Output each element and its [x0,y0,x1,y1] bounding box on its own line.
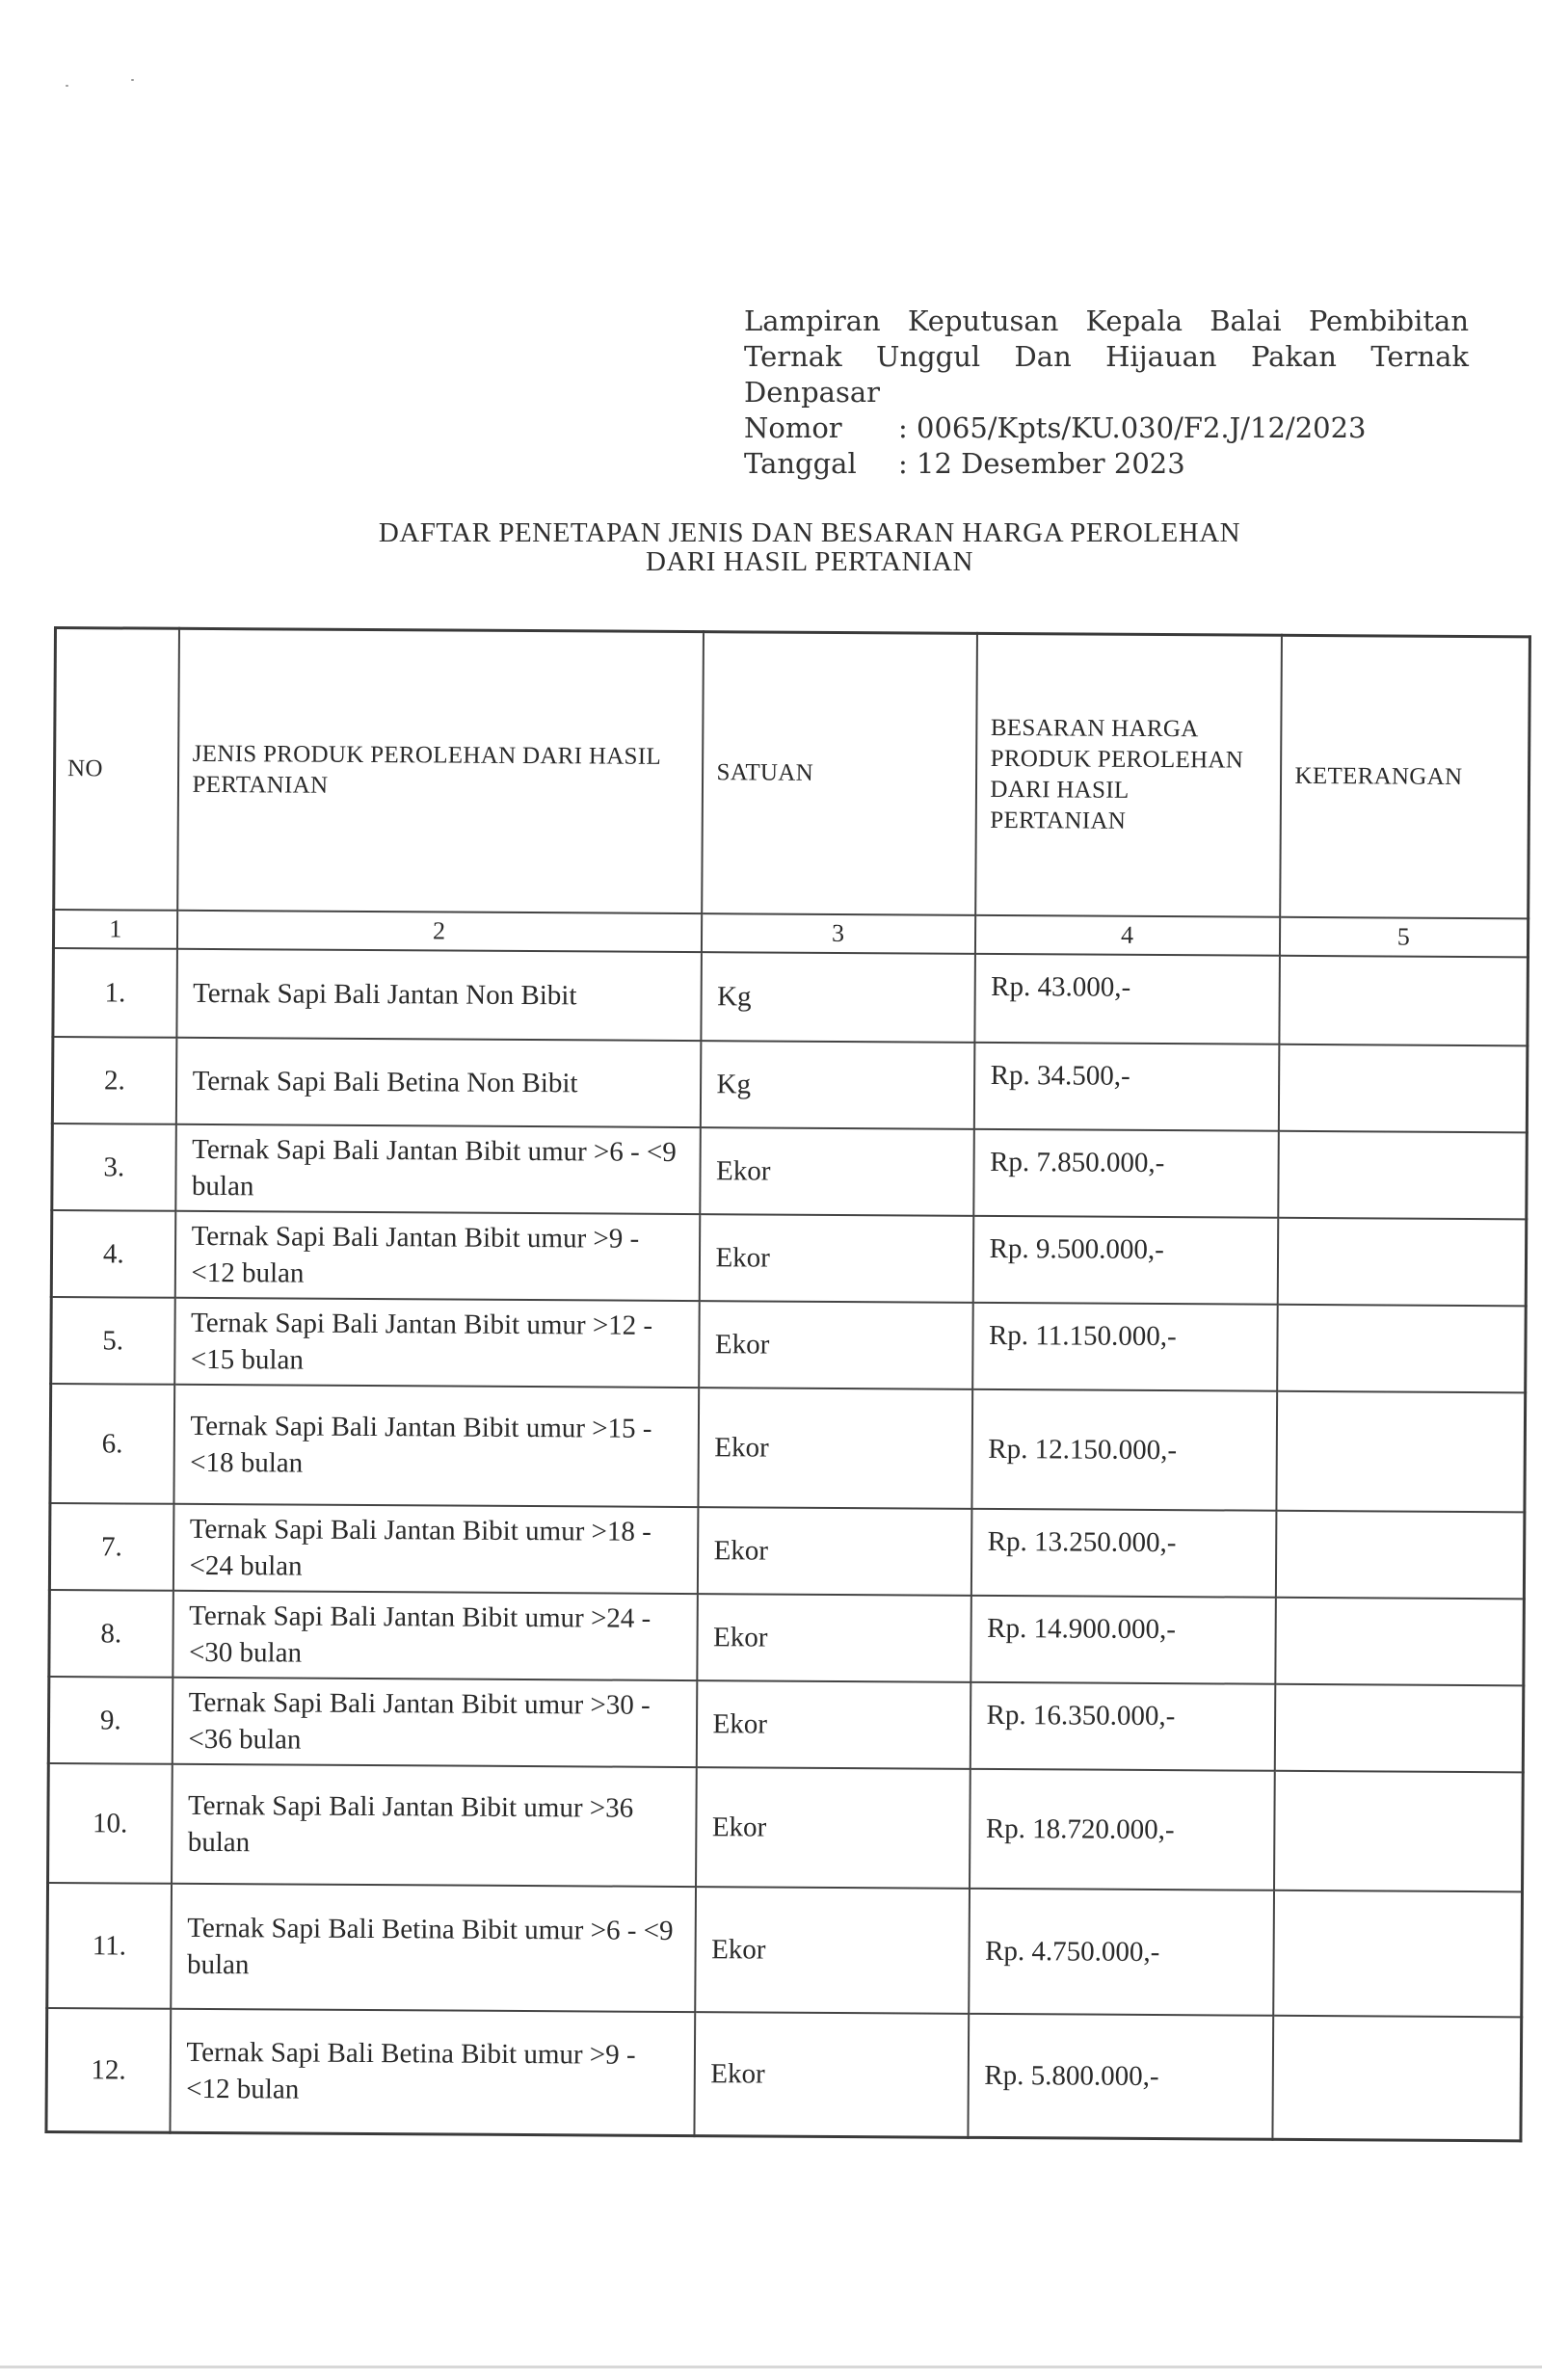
row-no: 9. [48,1677,173,1764]
column-number: 3 [701,913,974,954]
row-jenis: Ternak Sapi Bali Jantan Bibit umur >30 - <36 bulan [172,1678,697,1767]
row-jenis: Ternak Sapi Bali Jantan Non Bibit [176,949,702,1041]
table-row [51,1210,1527,1306]
row-satuan: Ekor [700,1127,974,1216]
price-table [44,626,1531,2142]
row-no: 8. [49,1590,173,1678]
row-harga: Rp. 16.350.000,- [970,1682,1275,1771]
column-number: 2 [176,911,701,952]
row-no: 12. [46,2008,171,2132]
row-keterangan [1272,2016,1522,2141]
row-satuan: Ekor [694,2012,969,2137]
row-satuan: Ekor [699,1214,973,1303]
column-number: 1 [53,910,176,949]
row-satuan: Ekor [698,1388,972,1509]
row-satuan: Ekor [695,1887,970,2014]
row-no: 11. [47,1883,172,2009]
row-harga: Rp. 11.150.000,- [972,1303,1278,1391]
row-satuan: Kg [701,952,975,1043]
nomor-row [744,410,1469,446]
table-row [49,1590,1525,1685]
row-jenis: Ternak Sapi Bali Jantan Bibit umur >12 - <15 bulan [174,1298,700,1388]
row-jenis: Ternak Sapi Bali Jantan Bibit umur >6 - <9 bulan [175,1124,701,1214]
header-jenis: JENIS PRODUK PEROLEHAN DARI HASIL PERTANIAN [177,628,704,913]
lampiran-text: Lampiran Keputusan Kepala Balai Pembibitan Ternak Unggul Dan Hijauan Pakan Ternak Denpasar [744,304,1469,409]
lampiran-block [744,304,1469,482]
document-title [58,518,1542,576]
nomor-label: Nomor [744,411,842,444]
row-jenis: Ternak Sapi Bali Betina Non Bibit [175,1038,701,1127]
row-jenis: Ternak Sapi Bali Betina Bibit umur >6 - <9 bulan [171,1884,696,2012]
row-satuan: Ekor [697,1507,971,1596]
row-no: 3. [52,1124,176,1211]
row-harga: Rp. 13.250.000,- [970,1509,1276,1598]
header-keterangan: KETERANGAN [1280,635,1530,918]
scan-speck [66,85,68,87]
row-keterangan [1274,1684,1524,1773]
header-harga: BESARAN HARGA PRODUK PEROLEHAN DARI HASIL PERTANIAN [975,633,1282,916]
table-row [50,1384,1526,1512]
row-keterangan [1278,1131,1528,1220]
table-row [49,1503,1525,1599]
header-no: NO [54,628,179,911]
row-keterangan [1277,1218,1527,1307]
row-no: 1. [53,948,177,1038]
scan-speck [131,79,134,81]
row-jenis: Ternak Sapi Bali Jantan Bibit umur >15 - <18 bulan [173,1385,699,1507]
table-row [48,1677,1524,1772]
title-line-1: DAFTAR PENETAPAN JENIS DAN BESARAN HARGA PEROLEHAN [378,517,1241,548]
row-keterangan [1279,956,1529,1046]
row-satuan: Ekor [697,1594,971,1682]
tanggal-label: Tanggal [744,447,857,480]
row-no: 7. [49,1503,173,1591]
row-harga: Rp. 14.900.000,- [970,1596,1276,1684]
row-keterangan [1275,1598,1525,1686]
row-jenis: Ternak Sapi Bali Betina Bibit umur >9 - <12 bulan [170,2009,695,2135]
table-row [48,1763,1524,1891]
row-keterangan [1278,1045,1528,1133]
row-jenis: Ternak Sapi Bali Jantan Bibit umur >9 - <12 bulan [174,1211,700,1301]
row-no: 5. [51,1297,175,1385]
row-harga: Rp. 4.750.000,- [969,1889,1274,2016]
table-row [51,1297,1527,1392]
row-harga: Rp. 34.500,- [973,1043,1279,1131]
row-keterangan [1277,1305,1527,1393]
row-keterangan [1275,1511,1525,1600]
scan-edge-line [0,2366,1542,2368]
title-line-2: DARI HASIL PERTANIAN [646,546,973,577]
column-number: 4 [974,915,1279,956]
row-no: 10. [48,1763,173,1884]
row-satuan: Ekor [699,1301,973,1389]
table-row [53,948,1529,1045]
table-row [52,1037,1528,1132]
row-harga: Rp. 7.850.000,- [973,1129,1279,1218]
row-harga: Rp. 18.720.000,- [970,1769,1275,1891]
column-number: 5 [1279,917,1528,958]
row-harga: Rp. 12.150.000,- [971,1389,1277,1511]
table-row [46,2008,1522,2140]
row-no: 6. [50,1384,174,1504]
row-keterangan [1274,1771,1524,1892]
row-harga: Rp. 5.800.000,- [968,2014,1273,2139]
row-harga: Rp. 9.500.000,- [972,1216,1278,1305]
nomor-value: : 0065/Kpts/KU.030/F2.J/12/2023 [898,411,1367,444]
row-keterangan [1276,1391,1526,1513]
row-jenis: Ternak Sapi Bali Jantan Bibit umur >24 - <30 bulan [173,1591,698,1680]
row-satuan: Ekor [696,1767,970,1889]
row-jenis: Ternak Sapi Bali Jantan Bibit umur >18 - <24 bulan [173,1504,698,1594]
row-keterangan [1273,1891,1523,2018]
table-header-row [54,628,1530,919]
row-jenis: Ternak Sapi Bali Jantan Bibit umur >36 bulan [172,1764,697,1887]
tanggal-row [744,446,1469,482]
price-table-wrapper [44,626,1529,2142]
table-row [47,1883,1523,2017]
header-satuan: SATUAN [702,632,977,915]
row-satuan: Kg [700,1041,974,1129]
row-harga: Rp. 43.000,- [974,954,1280,1045]
row-satuan: Ekor [696,1680,970,1769]
row-no: 4. [51,1210,175,1298]
tanggal-value: : 12 Desember 2023 [898,447,1185,480]
row-no: 2. [52,1037,176,1124]
table-row [52,1124,1528,1219]
